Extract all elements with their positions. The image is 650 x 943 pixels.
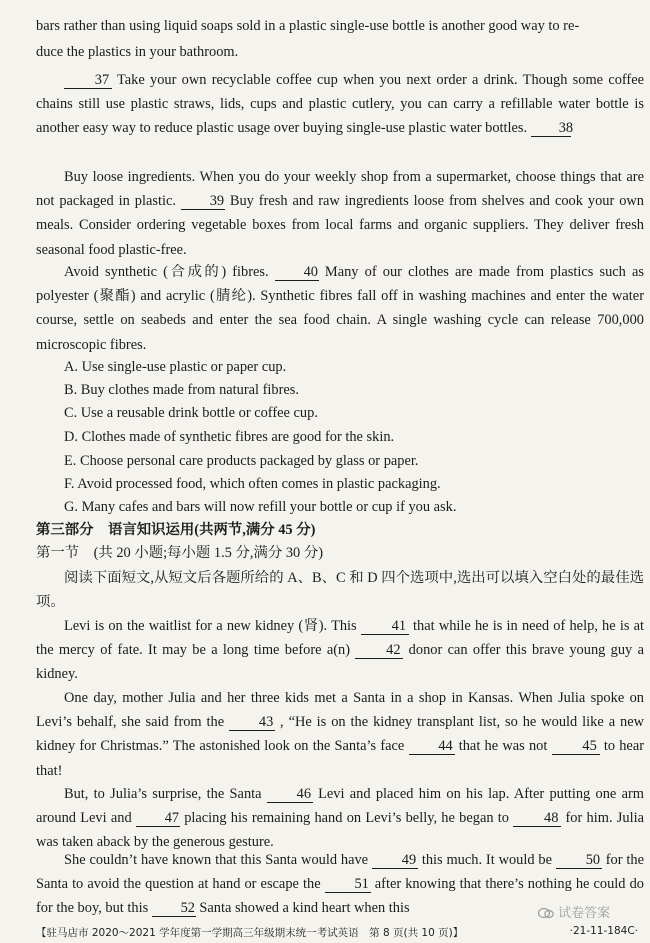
passage-line-2 bbox=[36, 40, 644, 64]
paragraph-39 bbox=[36, 165, 644, 262]
footer-right: ·21-11-184C· bbox=[569, 925, 638, 937]
blank-51[interactable]: 51 bbox=[325, 876, 371, 893]
text: bars rather than using liquid soaps sold in a plastic single-use bottle is another good way to re- bbox=[36, 18, 580, 34]
option-g: G. Many cafes and bars will now refill your bottle or cup if you ask. bbox=[64, 499, 457, 515]
text: But, to Julia’s surprise, the Santa bbox=[64, 786, 267, 802]
option-a: A. Use single-use plastic or paper cup. bbox=[64, 359, 287, 375]
section-subtitle: 第一节 (共 20 小题;每小题 1.5 分,满分 30 分) bbox=[36, 545, 324, 561]
text: to hear that! bbox=[36, 738, 645, 779]
option-c: C. Use a reusable drink bottle or coffee cup. bbox=[64, 405, 318, 421]
blank-44[interactable]: 44 bbox=[409, 738, 455, 755]
text: that while he is in need of help, he is at the mercy of fate. It may be a long time before a(n) bbox=[36, 618, 645, 659]
text: Buy loose ingredients. When you do your weekly shop from a supermarket, choose things that are not packaged in plastic. bbox=[36, 169, 644, 210]
text: Levi and placed him on his lap. After putting one arm around Levi and bbox=[36, 786, 644, 827]
text: for the Santa to avoid the question at hand or escape the bbox=[36, 852, 644, 893]
text: after knowing that there’s nothing he could do for the boy, but this bbox=[36, 876, 644, 917]
text: Santa showed a kind heart when this bbox=[195, 900, 410, 917]
blank-45[interactable]: 45 bbox=[552, 738, 600, 755]
blank-37[interactable]: 37 bbox=[64, 72, 112, 89]
cloze-paragraph-2 bbox=[36, 686, 644, 783]
blank-47[interactable]: 47 bbox=[136, 810, 180, 827]
text: placing his remaining hand on Levi’s belly, he began to bbox=[179, 810, 514, 827]
blank-52[interactable]: 52 bbox=[152, 900, 196, 917]
footer-left: 【驻马店市 2020～2021 学年度第一学期高三年级期末统一考试英语 第 8 页(共 10 页)】 bbox=[36, 927, 464, 939]
text: this much. It would be bbox=[417, 852, 556, 868]
section-title: 第三部分 语言知识运用(共两节,满分 45 分) bbox=[36, 522, 316, 538]
section-instruction: 阅读下面短文,从短文后各题所给的 A、B、C 和 D 四个选项中,选出可以填入空白处的最佳选项。 bbox=[36, 570, 644, 611]
watermark-text: 试卷答案 bbox=[558, 906, 611, 921]
text: for him. Julia was taken aback by the generous gesture. bbox=[36, 810, 644, 851]
blank-46[interactable]: 46 bbox=[267, 786, 313, 803]
blank-40[interactable]: 40 bbox=[275, 264, 319, 281]
text: duce the plastics in your bathroom. bbox=[36, 44, 239, 60]
text: She couldn’t have known that this Santa would have bbox=[64, 852, 372, 868]
blank-43[interactable]: 43 bbox=[229, 714, 275, 731]
cloze-paragraph-1 bbox=[36, 614, 644, 687]
option-d: D. Clothes made of synthetic fibres are good for the skin. bbox=[64, 429, 395, 445]
option-b: B. Buy clothes made from natural fibres. bbox=[64, 382, 299, 398]
text: Avoid synthetic (合成的) fibres. bbox=[64, 264, 275, 280]
text: Take your own recyclable coffee cup when you next order a drink. Though some coffee chains still use plastic straws, lids, cups and plastic cutlery, you can carry a refillable water bottle is another easy way to reduce plastic usage over buying single-use plastic water bottles. bbox=[36, 72, 644, 137]
option-e: E. Choose personal care products packaged by glass or paper. bbox=[64, 453, 419, 469]
paragraph-37 bbox=[36, 68, 644, 141]
option-f: F. Avoid processed food, which often comes in plastic packaging. bbox=[64, 476, 441, 492]
text: , “He is on the kidney transplant list, so he would like a new kidney for Christmas.” The astonished look on the Santa’s face bbox=[36, 714, 644, 755]
blank-38[interactable]: 38 bbox=[531, 120, 571, 137]
blank-48[interactable]: 48 bbox=[513, 810, 561, 827]
blank-50[interactable]: 50 bbox=[556, 852, 602, 869]
text: that he was not bbox=[454, 738, 552, 755]
passage-line-1 bbox=[36, 14, 644, 38]
paragraph-40 bbox=[36, 260, 644, 357]
cloze-paragraph-3 bbox=[36, 782, 644, 855]
blank-41[interactable]: 41 bbox=[361, 618, 409, 635]
text: One day, mother Julia and her three kids met a Santa in a shop in Kansas. When Julia spoke on Levi’s behalf, she said from the bbox=[36, 690, 644, 731]
text: donor can offer this brave young guy a kidney. bbox=[36, 642, 644, 683]
page-footer bbox=[0, 918, 650, 943]
blank-42[interactable]: 42 bbox=[355, 642, 403, 659]
text: Buy fresh and raw ingredients loose from shelves and cook your own meals. Consider ordering vegetable boxes from local farms and organic suppliers. They deliver fresh seasonal food plastic-free. bbox=[36, 193, 644, 258]
blank-49[interactable]: 49 bbox=[372, 852, 418, 869]
text: Levi is on the waitlist for a new kidney (肾). This bbox=[64, 618, 361, 634]
text: Many of our clothes are made from plastics such as polyester (聚酯) and acrylic (腈纶). Synthetic fibres fall off in washing machines and enter the water course, settle on seabeds and enter the sea food chain. A single washing cycle can release 700,000 microscopic fibres. bbox=[36, 264, 645, 353]
blank-39[interactable]: 39 bbox=[181, 193, 225, 210]
